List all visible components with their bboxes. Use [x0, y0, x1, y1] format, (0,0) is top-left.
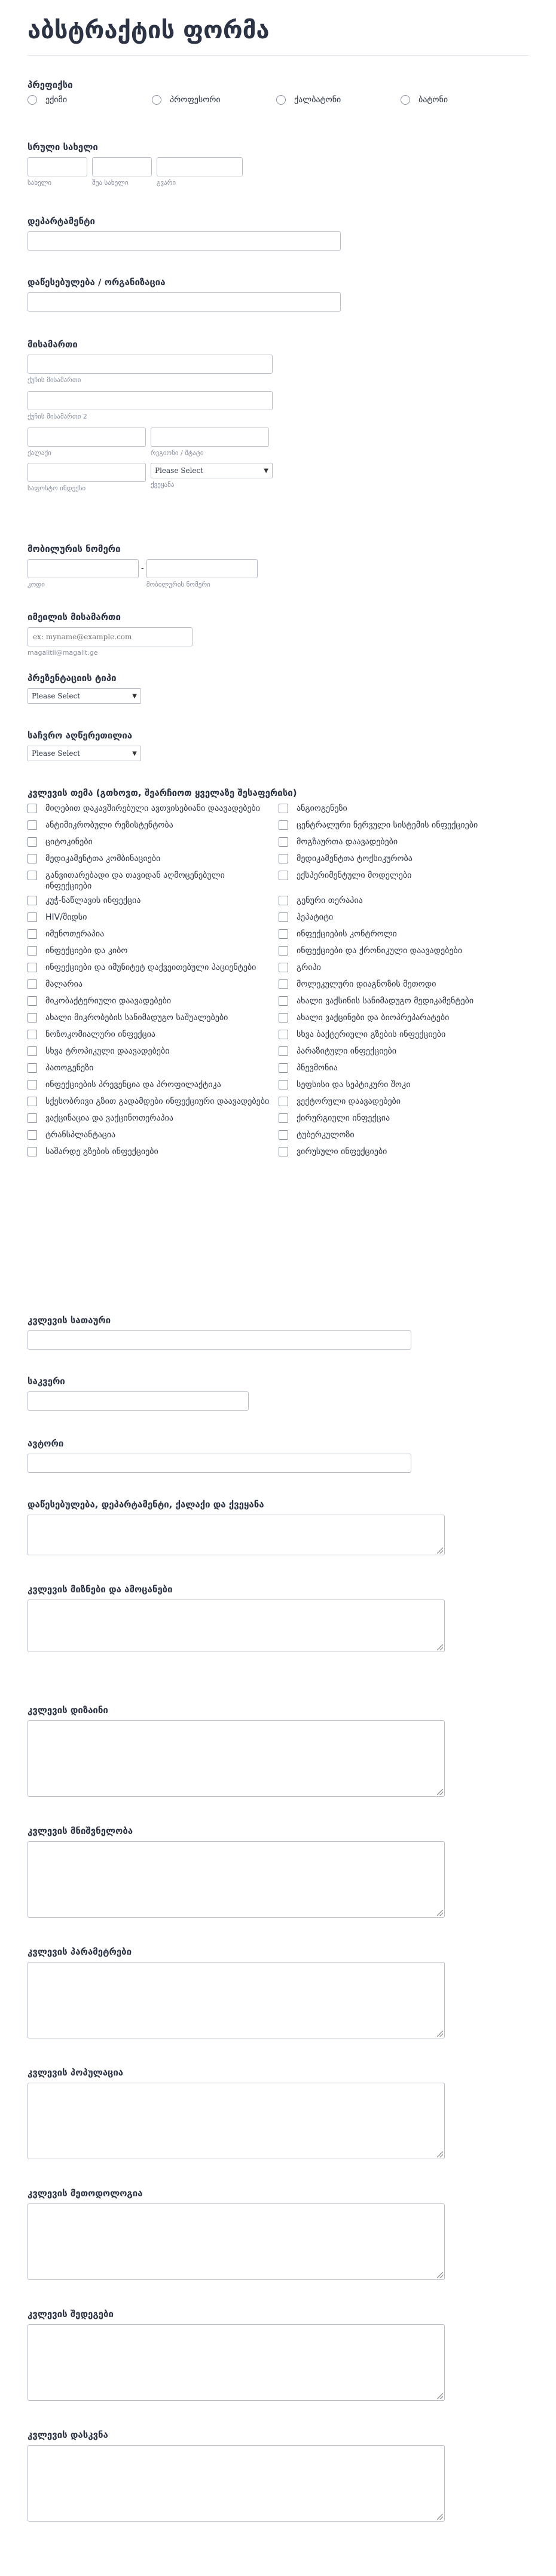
prefix-option-professor[interactable]	[152, 95, 276, 105]
keyword-input[interactable]	[28, 1391, 249, 1411]
research-significance-label: კვლევის მნიშვნელობა	[28, 1826, 133, 1836]
email-sublabel: magalitii@magalit.ge	[28, 649, 98, 657]
topic-option[interactable]	[28, 1012, 279, 1025]
topic-option[interactable]	[279, 895, 530, 908]
email-label: იმეილის მისამართი	[28, 612, 121, 622]
topic-option-label: მოლეკულური დიაგნოზის მეთოდი	[297, 979, 436, 989]
country-sublabel: ქვეყანა	[151, 481, 175, 489]
postal-code-sublabel: საფოსტო ინდექსი	[28, 484, 86, 492]
session-preference-field	[28, 730, 528, 788]
topic-option-label: კუჭ-ნაწლავის ინფექცია	[45, 896, 141, 905]
prefix-option-mrs[interactable]	[276, 95, 401, 105]
checkbox[interactable]	[279, 1013, 288, 1023]
topic-option[interactable]	[279, 1113, 530, 1126]
last-name-input[interactable]	[157, 157, 243, 176]
first-name-input[interactable]	[28, 157, 87, 176]
author-label: ავტორი	[28, 1438, 64, 1449]
author-field	[28, 1438, 528, 1499]
checkbox[interactable]	[28, 912, 37, 922]
topic-option[interactable]	[28, 853, 279, 866]
topic-option-label: ვირუსული ინფექციები	[297, 1147, 387, 1156]
checkbox[interactable]	[28, 1113, 37, 1123]
chevron-down-icon: ▼	[132, 750, 137, 757]
institution-address-field	[28, 1499, 528, 1584]
topic-option-label: გრიპი	[297, 963, 321, 972]
topic-option[interactable]	[28, 1079, 279, 1092]
topic-option-label: გენური თერაპია	[297, 896, 363, 905]
session-preference-select[interactable]	[28, 746, 141, 761]
topic-option-label: ინფექციები და ქრონიკული დაავადებები	[297, 946, 463, 956]
checkbox[interactable]	[28, 820, 37, 830]
option-label: ექიმი	[45, 95, 68, 105]
topic-option-label: ტრანსპლანტაცია	[45, 1130, 116, 1140]
research-design-label: კვლევის დიზაინი	[28, 1705, 108, 1716]
topic-option[interactable]	[28, 962, 279, 975]
topic-option-label: საშარდე გზების ინფექციები	[45, 1147, 158, 1156]
department-label: დეპარტამენტი	[28, 216, 95, 227]
checkbox[interactable]	[28, 854, 37, 863]
topic-option[interactable]	[279, 1096, 530, 1109]
checkbox[interactable]	[28, 1013, 37, 1023]
country-select[interactable]	[151, 463, 273, 478]
research-goal-textarea[interactable]	[28, 1600, 445, 1652]
checkbox[interactable]	[28, 1046, 37, 1056]
topic-option[interactable]	[279, 870, 530, 892]
resize-handle-icon[interactable]	[437, 2151, 443, 2157]
resize-handle-icon[interactable]	[437, 2031, 443, 2037]
topic-option[interactable]	[28, 1113, 279, 1126]
topic-option-label: სხვა ბაქტერიული გზების ინფექციები	[297, 1030, 446, 1039]
mobile-field	[28, 544, 528, 612]
resize-handle-icon[interactable]	[437, 1548, 443, 1553]
radio-button[interactable]	[28, 95, 37, 105]
checkbox[interactable]	[28, 963, 37, 972]
full-name-field	[28, 142, 528, 216]
department-input[interactable]	[28, 231, 341, 251]
prefix-options	[28, 95, 528, 105]
topic-option[interactable]	[28, 1029, 279, 1042]
research-conclusion-field	[28, 2430, 528, 2531]
research-parameters-field	[28, 1946, 528, 2067]
topic-option-label: ანტიმიკრობული რეზისტენტობა	[45, 820, 173, 830]
institution-address-textarea[interactable]	[28, 1515, 445, 1555]
checkbox[interactable]	[279, 1063, 288, 1073]
presentation-type-field	[28, 673, 528, 730]
topic-option[interactable]	[28, 1046, 279, 1059]
topic-option-label: სქესობრივი გზით გადამდები ინფექციური დაავადებები	[45, 1097, 270, 1106]
institution-address-label: დაწესებულება, დეპარტამენტი, ქალაქი და ქვეყანა	[28, 1499, 264, 1510]
topic-option[interactable]	[279, 803, 530, 816]
topic-option[interactable]	[28, 820, 279, 833]
research-goal-field	[28, 1584, 528, 1705]
topic-option-label: მედიკამენტთა კომბინაციები	[45, 854, 161, 863]
checkbox[interactable]	[279, 1113, 288, 1123]
checkbox[interactable]	[28, 979, 37, 989]
topic-option-label: ტუბერკულოზი	[297, 1130, 355, 1140]
research-conclusion-label: კვლევის დასკვნა	[28, 2430, 108, 2440]
research-topic-options	[28, 803, 528, 1159]
checkbox[interactable]	[28, 1130, 37, 1140]
topic-option[interactable]	[28, 1146, 279, 1159]
topic-option[interactable]	[279, 996, 530, 1009]
resize-handle-icon[interactable]	[437, 1789, 443, 1795]
checkbox[interactable]	[279, 1097, 288, 1106]
postal-code-input[interactable]	[28, 463, 146, 482]
middle-name-input[interactable]	[92, 157, 152, 176]
checkbox[interactable]	[279, 820, 288, 830]
topic-option[interactable]	[279, 912, 530, 925]
topic-option[interactable]	[28, 1130, 279, 1143]
topic-option-label: იმუნოთერაპია	[45, 929, 105, 939]
topic-option[interactable]	[28, 1096, 279, 1109]
topic-option[interactable]	[279, 1029, 530, 1042]
topic-option[interactable]	[28, 979, 279, 992]
topic-option-label: განვითარებადი და თავიდან აღმოცენებული ინფექციები	[45, 871, 225, 891]
checkbox[interactable]	[279, 1130, 288, 1140]
topic-option-label: ანგიოგენეზი	[297, 804, 347, 813]
checkbox[interactable]	[279, 912, 288, 922]
mobile-area-code-input[interactable]	[28, 559, 139, 578]
street-address-2-input[interactable]	[28, 391, 273, 410]
research-parameters-label: კვლევის პარამეტრები	[28, 1946, 132, 1957]
checkbox[interactable]	[279, 979, 288, 989]
topic-option[interactable]	[28, 870, 279, 892]
topic-option[interactable]	[28, 929, 279, 942]
option-label: ქალბატონი	[294, 95, 341, 105]
topic-option-label: ნოზოკომიალური ინფექცია	[45, 1030, 155, 1039]
research-results-textarea[interactable]	[28, 2324, 445, 2401]
checkbox[interactable]	[28, 896, 37, 905]
topic-option[interactable]	[279, 1146, 530, 1159]
topic-option-label: მედიკამენტთა ტოქსიკურობა	[297, 854, 413, 863]
checkbox[interactable]	[279, 854, 288, 863]
resize-handle-icon[interactable]	[437, 2514, 443, 2520]
topic-option[interactable]	[279, 1063, 530, 1076]
option-label: პროფესორი	[170, 95, 221, 105]
last-name-sublabel: გვარი	[157, 179, 176, 187]
checkbox[interactable]	[279, 1080, 288, 1089]
research-population-label: კვლევის პოპულაცია	[28, 2067, 124, 2078]
checkbox[interactable]	[279, 996, 288, 1006]
research-population-textarea[interactable]	[28, 2083, 445, 2159]
research-title-label: კვლევის სათაური	[28, 1315, 111, 1326]
checkbox[interactable]	[279, 804, 288, 813]
topic-option-label: პნევმონია	[297, 1063, 338, 1073]
topic-option[interactable]	[279, 820, 530, 833]
state-sublabel: რეგიონი / შტატი	[151, 449, 204, 457]
prefix-option-doctor[interactable]	[28, 95, 152, 105]
checkbox[interactable]	[279, 946, 288, 956]
author-input[interactable]	[28, 1454, 411, 1473]
research-methodology-textarea[interactable]	[28, 2203, 445, 2280]
institution-label: დაწესებულება / ორგანიზაცია	[28, 277, 166, 288]
checkbox[interactable]	[28, 1097, 37, 1106]
chevron-down-icon: ▼	[264, 468, 268, 474]
topic-option-label: ჰეპატიტი	[297, 912, 334, 922]
checkbox[interactable]	[279, 1046, 288, 1056]
checkbox[interactable]	[28, 1147, 37, 1156]
topic-option[interactable]	[279, 979, 530, 992]
research-parameters-textarea[interactable]	[28, 1962, 445, 2038]
checkbox[interactable]	[28, 1080, 37, 1089]
checkbox[interactable]	[279, 896, 288, 905]
checkbox[interactable]	[28, 837, 37, 847]
checkbox[interactable]	[279, 1030, 288, 1039]
resize-handle-icon[interactable]	[437, 1910, 443, 1916]
checkbox[interactable]	[279, 1147, 288, 1156]
institution-input[interactable]	[28, 292, 341, 312]
first-name-sublabel: სახელი	[28, 179, 52, 187]
checkbox[interactable]	[28, 1063, 37, 1073]
topic-option[interactable]	[28, 1063, 279, 1076]
topic-option[interactable]	[279, 853, 530, 866]
topic-option-label: ვექტორული დაავადებები	[297, 1097, 401, 1106]
address-label: მისამართი	[28, 339, 78, 350]
research-title-input[interactable]	[28, 1330, 411, 1350]
research-goal-label: კვლევის მიზნები და ამოცანები	[28, 1584, 173, 1595]
checkbox[interactable]	[28, 804, 37, 813]
city-sublabel: ქალაქი	[28, 449, 51, 457]
topic-option[interactable]	[28, 996, 279, 1009]
research-design-field	[28, 1705, 528, 1826]
street-address-2-sublabel: ქუჩის მისამართი 2	[28, 413, 87, 420]
checkbox[interactable]	[28, 929, 37, 939]
topic-option-label: ინფექციების კონტროლი	[297, 929, 397, 939]
mobile-separator: -	[141, 564, 144, 573]
street-address-input[interactable]	[28, 355, 273, 374]
topic-option-label: სეფსისი და სეპტიკური შოკი	[297, 1080, 411, 1089]
research-population-field	[28, 2067, 528, 2188]
topic-option[interactable]	[279, 962, 530, 975]
research-topic-field	[28, 788, 528, 1315]
topic-option-label: მიღებით დაკავშირებული ავთვისებიანი დაავადებები	[45, 804, 261, 813]
topic-option-label: ციტოკინები	[45, 837, 93, 847]
research-design-textarea[interactable]	[28, 1720, 445, 1797]
keyword-field	[28, 1376, 528, 1438]
topic-option[interactable]	[279, 837, 530, 850]
topic-option[interactable]	[28, 837, 279, 850]
radio-button[interactable]	[152, 95, 161, 105]
topic-option-label: მალარია	[45, 979, 83, 989]
topic-option[interactable]	[28, 945, 279, 959]
city-input[interactable]	[28, 428, 146, 447]
topic-option-label: HIV/შიდსი	[45, 912, 87, 922]
prefix-field	[28, 80, 528, 142]
topic-option-label: მიკობაქტერიული დაავადებები	[45, 996, 172, 1006]
topic-option-label: ახალი ვაქსინის სანიმადუგო მედიკამენტები	[297, 996, 474, 1006]
topic-option[interactable]	[28, 895, 279, 908]
middle-name-sublabel: შუა სახელი	[92, 179, 129, 187]
topic-option[interactable]	[28, 912, 279, 925]
research-results-field	[28, 2309, 528, 2430]
institution-field	[28, 277, 528, 339]
checkbox[interactable]	[279, 963, 288, 972]
topic-option-label: პარაზიტული ინფექციები	[297, 1046, 397, 1056]
checkbox[interactable]	[279, 929, 288, 939]
title-divider	[28, 55, 528, 56]
checkbox[interactable]	[28, 946, 37, 956]
address-field	[28, 339, 528, 544]
department-field	[28, 216, 528, 277]
country-selected-value: Please Select	[155, 466, 204, 475]
form-title: აბსტრაქტის ფორმა	[28, 17, 270, 44]
mobile-area-code-sublabel: კოდი	[28, 581, 45, 588]
radio-button[interactable]	[276, 95, 286, 105]
topic-option-label: ახალი ვაქცინები და ბიოპრეპარატები	[297, 1013, 450, 1023]
resize-handle-icon[interactable]	[437, 2272, 443, 2278]
resize-handle-icon[interactable]	[437, 1644, 443, 1650]
resize-handle-icon[interactable]	[437, 2393, 443, 2399]
session-preference-selected-value: Please Select	[32, 749, 81, 758]
email-input[interactable]	[28, 627, 193, 646]
topic-option-label: ვაქცინაცია და ვაქცინოთერაპია	[45, 1113, 174, 1123]
email-field	[28, 612, 528, 673]
keyword-label: საკვერი	[28, 1376, 65, 1387]
checkbox[interactable]	[279, 871, 288, 880]
topic-option-label: სხვა ტროპიკული დაავადებები	[45, 1046, 170, 1056]
radio-button[interactable]	[401, 95, 410, 105]
topic-option-label: ინფექციები და კიბო	[45, 946, 128, 956]
research-significance-textarea[interactable]	[28, 1841, 445, 1918]
topic-option-label: მოგზაურთა დაავადებები	[297, 837, 398, 847]
research-methodology-field	[28, 2188, 528, 2309]
topic-option[interactable]	[279, 1046, 530, 1059]
research-results-label: კვლევის შედეგები	[28, 2309, 114, 2319]
checkbox[interactable]	[28, 1030, 37, 1039]
checkbox[interactable]	[28, 871, 37, 880]
prefix-option-mr[interactable]	[401, 95, 525, 105]
research-conclusion-textarea[interactable]	[28, 2445, 445, 2522]
checkbox[interactable]	[28, 996, 37, 1006]
chevron-down-icon: ▼	[132, 693, 137, 700]
research-title-field	[28, 1315, 528, 1376]
topic-option-label: პათოგენეზი	[45, 1063, 94, 1073]
research-topic-label: კვლევის თემა (გთხოვთ, შეარჩიოთ ყველაზე შესაფერისი)	[28, 788, 297, 798]
topic-option-label: ინფექციების პრევენცია და პროფილაქტიკა	[45, 1080, 221, 1089]
topic-option-label: ქირურგიული ინფექცია	[297, 1113, 390, 1123]
topic-option[interactable]	[279, 1130, 530, 1143]
topic-option-label: ექსპერიმენტული მოდელები	[297, 871, 412, 880]
mobile-label: მობილურის ნომერი	[28, 544, 121, 554]
mobile-number-input[interactable]	[146, 559, 258, 578]
topic-option[interactable]	[279, 945, 530, 959]
presentation-type-select[interactable]	[28, 688, 141, 704]
topic-option[interactable]	[279, 929, 530, 942]
full-name-label: სრული სახელი	[28, 142, 98, 152]
presentation-type-label: პრეზენტაციის ტიპი	[28, 673, 117, 683]
topic-option-label: ახალი მიკრობების სანიმადუგო საშუალებები	[45, 1013, 228, 1023]
topic-option[interactable]	[28, 803, 279, 816]
presentation-type-selected-value: Please Select	[32, 692, 81, 700]
research-methodology-label: კვლევის მეთოდოლოგია	[28, 2188, 143, 2199]
option-label: ბატონი	[418, 95, 448, 105]
street-address-sublabel: ქუჩის მისამართი	[28, 376, 81, 384]
state-input[interactable]	[151, 428, 269, 447]
topic-option[interactable]	[279, 1079, 530, 1092]
topic-option-label: ინფექციები და იმუნიტეტ დაქვეითებული პაციენტები	[45, 963, 256, 972]
research-significance-field	[28, 1826, 528, 1946]
topic-option-label: ცენტრალური ნერვული სისტემის ინფექციები	[297, 820, 478, 830]
checkbox[interactable]	[279, 837, 288, 847]
prefix-label: პრეფიქსი	[28, 80, 73, 90]
mobile-number-sublabel: მობილურის ნომერი	[146, 581, 210, 588]
session-preference-label: საჩვრო აღწერეთილია	[28, 730, 133, 741]
topic-option[interactable]	[279, 1012, 530, 1025]
